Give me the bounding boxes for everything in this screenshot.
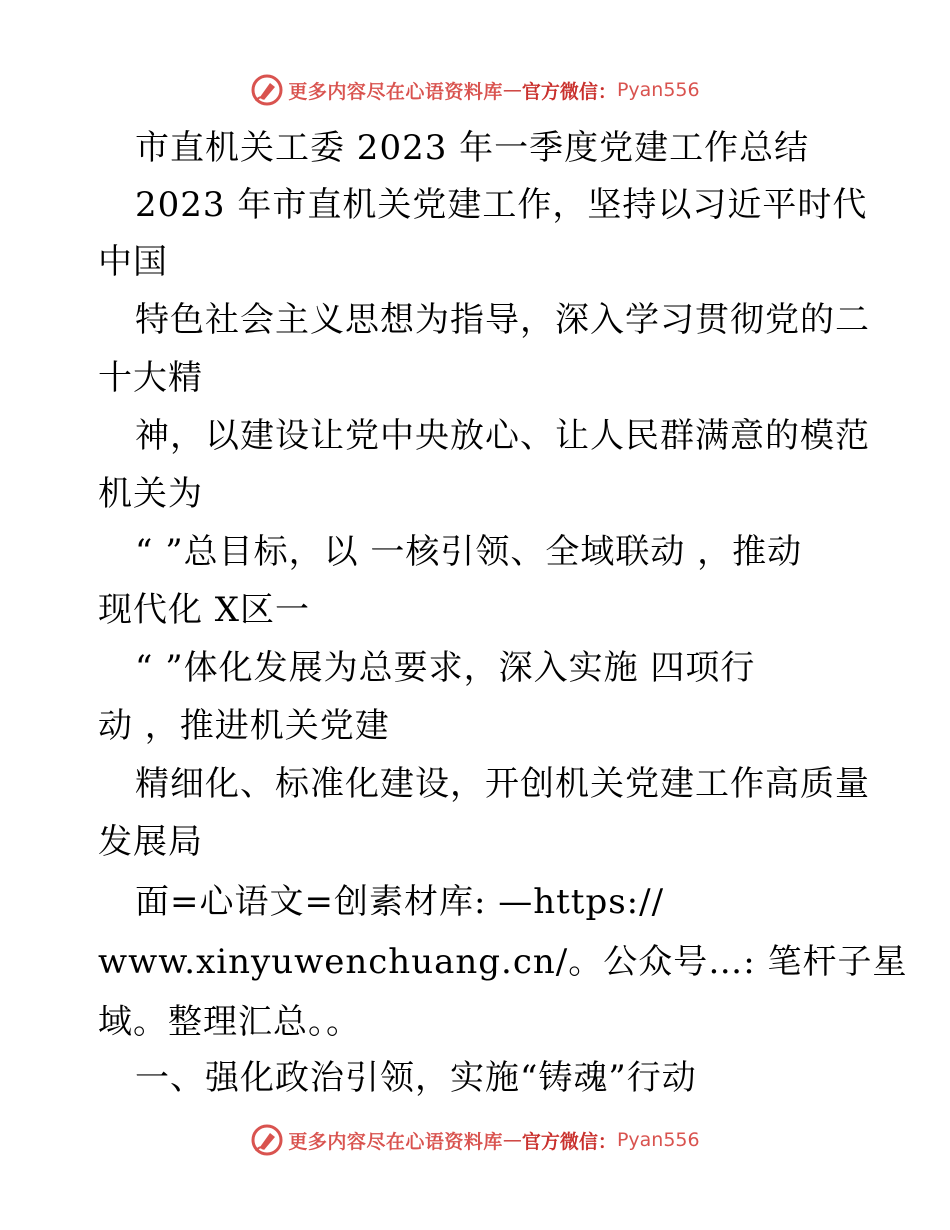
banner-separator: — [502, 1129, 522, 1151]
banner-account-id: Pyan556 [616, 79, 700, 101]
pen-nib-logo-icon [250, 1123, 284, 1157]
document-title: 市直机关工委 2023 年一季度党建工作总结 [135, 128, 810, 168]
text-line: 现代化 X区一 [98, 590, 311, 630]
text-line: 中国 [98, 242, 168, 282]
banner-official-label: 官方微信： [521, 80, 617, 103]
text-line: 机关为 [98, 474, 203, 514]
section-heading: 一、强化政治引领，实施“铸魂”行动 [135, 1058, 697, 1098]
text-line: www.xinyuwenchuang.cn/。公众号…: 笔杆子星 [98, 942, 908, 982]
text-line: 特色社会主义思想为指导，深入学习贯彻党的二 [135, 300, 870, 340]
banner-main-text: 更多内容尽在心语资料库 [288, 80, 503, 103]
text-line: 动 ，推进机关党建 [98, 706, 390, 746]
pen-nib-logo-icon [250, 73, 284, 107]
text-line: 发展局 [98, 822, 203, 862]
banner-account-id: Pyan556 [616, 1129, 700, 1151]
banner-separator: — [502, 79, 522, 101]
text-line: 神，以建设让党中央放心、让人民群满意的模范 [135, 416, 870, 456]
header-banner [0, 70, 950, 110]
footer-banner [0, 1120, 950, 1160]
text-line: 域。整理汇总。。 [98, 1002, 361, 1042]
text-line: 2023 年市直机关党建工作，坚持以习近平时代 [135, 185, 868, 225]
text-line: 面=心语文=创素材库: —https:// [135, 882, 665, 922]
banner-official-label: 官方微信： [521, 1130, 617, 1153]
text-line: “ ”体化发展为总要求，深入实施 四项行 [135, 648, 756, 688]
banner-main-text: 更多内容尽在心语资料库 [288, 1130, 503, 1153]
text-line: “ ”总目标，以 一核引领、全域联动 ，推动 [135, 532, 803, 572]
text-line: 十大精 [98, 358, 203, 398]
text-line: 精细化、标准化建设，开创机关党建工作高质量 [135, 764, 870, 804]
